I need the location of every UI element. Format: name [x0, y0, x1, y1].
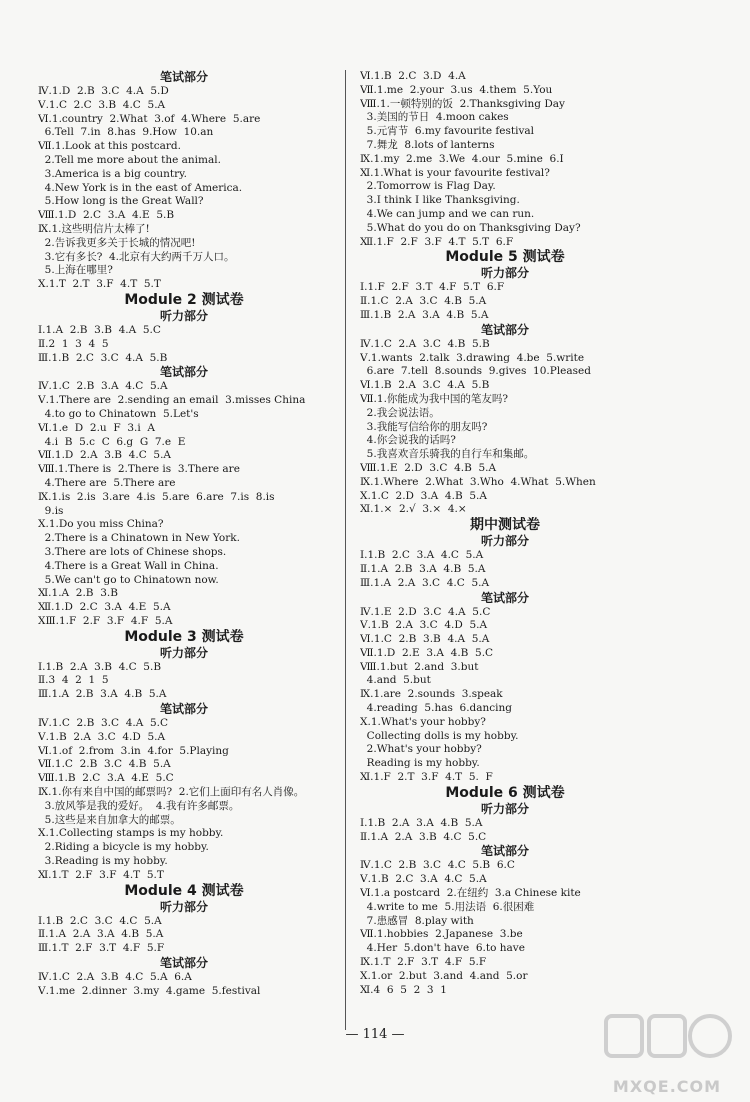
right-section-heading: 笔试部分 — [480, 322, 529, 337]
right-answer-line: Ⅺ.1.× 2.√ 3.× 4.× — [360, 503, 467, 516]
right-answer-line: Collecting dolls is my hobby. — [360, 729, 519, 742]
right-answer-line: Ⅱ.1.A 2.A 3.B 4.C 5.C — [360, 830, 487, 843]
right-answer-line: 4.and 5.but — [360, 674, 431, 687]
left-answer-line: Ⅷ.1.B 2.C 3.A 4.E 5.C — [38, 772, 174, 785]
left-answer-line: Ⅱ.1.A 2.A 3.A 4.B 5.A — [38, 928, 164, 941]
left-answer-line: Ⅺ.1.T 2.F 3.F 4.T 5.T — [38, 868, 164, 881]
left-answer-line: 3.Reading is my hobby. — [38, 855, 168, 868]
right-answer-line: Ⅺ.1.What is your favourite festival? — [360, 166, 550, 179]
right-answer-line: Ⅱ.1.C 2.A 3.C 4.B 5.A — [360, 295, 487, 308]
left-answer-line: Ⅻ.1.D 2.C 3.A 4.E 5.A — [38, 601, 171, 614]
right-answer-line: Ⅹ.1.or 2.but 3.and 4.and 5.or — [360, 969, 528, 982]
left-section-heading: 听力部分 — [159, 645, 208, 660]
right-answer-line: Ⅹ.1.What's your hobby? — [360, 715, 486, 728]
right-section-heading: 听力部分 — [480, 534, 529, 549]
right-test-title: Module 6 测试卷 — [445, 784, 565, 801]
right-answer-line: Ⅵ.1.C 2.B 3.B 4.A 5.A — [360, 633, 490, 646]
left-answer-line: Ⅱ.3 4 2 1 5 — [38, 674, 109, 687]
left-answer-line: 4.to go to Chinatown 5.Let's — [38, 407, 199, 420]
right-answer-line: Ⅹ.1.C 2.D 3.A 4.B 5.A — [360, 489, 487, 502]
left-answer-line: Ⅹ.1.T 2.T 3.F 4.T 5.T — [38, 278, 161, 291]
right-answer-line: 7.患感冒 8.play with — [360, 914, 474, 927]
watermark-logo-icon — [602, 1008, 732, 1068]
left-answer-line: Ⅴ.1.There are 2.sending an email 3.misses China — [38, 394, 306, 407]
right-answer-line: Ⅳ.1.C 2.B 3.C 4.C 5.B 6.C — [360, 859, 515, 872]
right-section-heading: 听力部分 — [480, 801, 529, 816]
watermark-url: MXQE.COM — [612, 1077, 722, 1096]
left-answer-line: Ⅲ.1.A 2.B 3.A 4.B 5.A — [38, 688, 167, 701]
left-answer-line: 6.Tell 7.in 8.has 9.How 10.an — [38, 126, 214, 139]
right-answer-line: Ⅷ.1.E 2.D 3.C 4.B 5.A — [360, 461, 497, 474]
right-section-heading: 听力部分 — [480, 266, 529, 281]
left-answer-line: Ⅳ.1.C 2.A 3.B 4.C 5.A 6.A — [38, 971, 192, 984]
left-answer-line: 2.告诉我更多关于长城的情况吧! — [38, 236, 196, 249]
column-divider — [345, 70, 346, 1030]
left-answer-line: 5.We can't go to Chinatown now. — [38, 573, 219, 586]
right-answer-line: 2.What's your hobby? — [360, 743, 482, 756]
left-answer-line: ⅩⅢ.1.F 2.F 3.F 4.F 5.A — [38, 614, 173, 627]
left-answer-line: Ⅴ.1.me 2.dinner 3.my 4.game 5.festival — [38, 984, 261, 997]
right-answer-line: Ⅳ.1.C 2.A 3.C 4.B 5.B — [360, 337, 490, 350]
left-answer-line: Ⅳ.1.D 2.B 3.C 4.A 5.D — [38, 85, 169, 97]
right-answer-line: Ⅴ.1.B 2.A 3.C 4.D 5.A — [360, 619, 488, 632]
left-answer-line: 3.There are lots of Chinese shops. — [38, 545, 227, 558]
left-answer-line: Ⅸ.1.这些明信片太棒了! — [38, 222, 150, 235]
right-answer-line: 2.我会说法语。 — [360, 406, 440, 419]
right-answer-line: Ⅳ.1.E 2.D 3.C 4.A 5.C — [360, 605, 491, 618]
right-answer-line: 2.Tomorrow is Flag Day. — [360, 180, 496, 193]
right-answer-line: 4.reading 5.has 6.dancing — [360, 702, 513, 715]
right-answer-line: Ⅸ.1.are 2.sounds 3.speak — [360, 688, 503, 701]
right-answer-line: Ⅵ.1.a postcard 2.在纽约 3.a Chinese kite — [360, 887, 581, 900]
right-answer-line: Ⅶ.1.me 2.your 3.us 4.them 5.You — [360, 83, 553, 96]
right-answer-line: 7.舞龙 8.lots of lanterns — [360, 138, 495, 151]
page-number: — 114 — — [345, 1027, 405, 1042]
left-section-heading: 笔试部分 — [159, 365, 208, 380]
right-answer-line: 4.write to me 5.用法语 6.很困难 — [360, 900, 535, 913]
right-test-title: 期中测试卷 — [470, 517, 540, 534]
left-answer-line: Ⅰ.1.B 2.C 3.C 4.C 5.A — [38, 914, 162, 927]
left-answer-line: Ⅳ.1.C 2.B 3.C 4.A 5.C — [38, 717, 169, 730]
right-answer-line: 6.are 7.tell 8.sounds 9.gives 10.Pleased — [360, 365, 591, 378]
left-answer-line: 4.There is a Great Wall in China. — [38, 559, 219, 572]
left-column — [38, 70, 330, 999]
left-answer-line: 5.How long is the Great Wall? — [38, 195, 204, 208]
right-answer-line: Ⅺ.1.F 2.T 3.F 4.T 5. F — [360, 771, 493, 784]
left-section-heading: 笔试部分 — [159, 702, 208, 717]
right-answer-line: Ⅴ.1.B 2.C 3.A 4.C 5.A — [360, 873, 487, 886]
right-section-heading: 笔试部分 — [480, 844, 529, 859]
left-answer-line: 5.上海在哪里? — [38, 264, 113, 277]
left-answer-line: Ⅵ.1.e D 2.u F 3.i A — [38, 421, 155, 434]
right-answer-line: Ⅻ.1.F 2.F 3.F 4.T 5.T 6.F — [360, 235, 514, 248]
left-answer-line: Ⅵ.1.of 2.from 3.in 4.for 5.Playing — [38, 744, 229, 757]
left-answer-line: Ⅸ.1.is 2.is 3.are 4.is 5.are 6.are 7.is 8.is — [38, 490, 275, 503]
left-test-title: Module 3 测试卷 — [124, 628, 244, 645]
right-answer-line: Ⅰ.1.B 2.A 3.A 4.B 5.A — [360, 816, 483, 829]
right-answer-line: Ⅵ.1.B 2.C 3.D 4.A — [360, 70, 466, 82]
right-answer-line: Ⅴ.1.wants 2.talk 3.drawing 4.be 5.write — [360, 351, 585, 364]
left-answer-line: 4.There are 5.There are — [38, 476, 176, 489]
right-answer-line: 4.Her 5.don't have 6.to have — [360, 942, 525, 955]
right-answer-line: Ⅲ.1.A 2.A 3.C 4.C 5.A — [360, 576, 490, 589]
left-answer-line: Ⅴ.1.C 2.C 3.B 4.C 5.A — [38, 98, 166, 111]
left-answer-line: Ⅳ.1.C 2.B 3.A 4.C 5.A — [38, 380, 168, 393]
left-answer-line: Ⅶ.1.Look at this postcard. — [38, 140, 181, 153]
left-answer-line: Ⅵ.1.country 2.What 3.of 4.Where 5.are — [38, 112, 261, 125]
right-answer-line: 5.What do you do on Thanksgiving Day? — [360, 221, 581, 234]
left-answer-line: Ⅴ.1.B 2.A 3.C 4.D 5.A — [38, 730, 166, 743]
left-answer-line: 5.这些是来自加拿大的邮票。 — [38, 813, 181, 826]
right-answer-line: Ⅸ.1.T 2.F 3.T 4.F 5.F — [360, 956, 487, 969]
left-answer-line: 4.New York is in the east of America. — [38, 181, 243, 194]
left-answer-line: Ⅺ.1.A 2.B 3.B — [38, 587, 118, 600]
left-section-heading: 听力部分 — [159, 308, 208, 323]
right-answer-line: Reading is my hobby. — [360, 757, 480, 770]
right-answer-line: Ⅷ.1.but 2.and 3.but — [360, 660, 479, 673]
left-answer-line: Ⅰ.1.B 2.A 3.B 4.C 5.B — [38, 660, 162, 673]
left-answer-line: 3.America is a big country. — [38, 167, 187, 180]
right-answer-line: Ⅲ.1.B 2.A 3.A 4.B 5.A — [360, 308, 489, 321]
right-answer-line: Ⅱ.1.A 2.B 3.A 4.B 5.A — [360, 562, 486, 575]
left-section-heading: 笔试部分 — [159, 956, 208, 971]
left-test-title: Module 4 测试卷 — [124, 882, 244, 899]
right-answer-line: 3.美国的节日 4.moon cakes — [360, 111, 509, 124]
right-answer-line: 4.你会说我的话吗? — [360, 434, 456, 447]
right-answer-line: Ⅵ.1.B 2.A 3.C 4.A 5.B — [360, 379, 490, 392]
left-answer-line: Ⅶ.1.C 2.B 3.C 4.B 5.A — [38, 758, 171, 771]
right-answer-line: Ⅶ.1.D 2.E 3.A 4.B 5.C — [360, 646, 494, 659]
left-answer-line: Ⅰ.1.A 2.B 3.B 4.A 5.C — [38, 323, 161, 336]
right-answer-line: Ⅷ.1.一顿特别的饭 2.Thanksgiving Day — [360, 97, 565, 110]
right-answer-line: 3.I think I like Thanksgiving. — [360, 194, 520, 207]
right-answer-line: Ⅶ.1.你能成为我中国的笔友吗? — [360, 392, 509, 405]
left-answer-line: Ⅲ.1.T 2.F 3.T 4.F 5.F — [38, 942, 165, 955]
right-test-title: Module 5 测试卷 — [445, 249, 565, 266]
left-answer-line: Ⅸ.1.你有来自中国的邮票吗? 2.它们上面印有名人肖像。 — [38, 786, 305, 799]
left-section-heading: 笔试部分 — [159, 70, 208, 84]
left-answer-line: Ⅷ.1.There is 2.There is 3.There are — [38, 463, 240, 476]
right-answer-line: Ⅰ.1.B 2.C 3.A 4.C 5.A — [360, 549, 484, 562]
left-answer-line: Ⅹ.1.Collecting stamps is my hobby. — [38, 827, 224, 840]
right-answer-line: Ⅶ.1.hobbies 2.Japanese 3.be — [360, 928, 523, 941]
right-answer-line: 3.我能写信给你的朋友吗? — [360, 420, 488, 433]
left-answer-line: 2.Riding a bicycle is my hobby. — [38, 841, 209, 854]
right-answer-line: Ⅰ.1.F 2.F 3.T 4.F 5.T 6.F — [360, 281, 505, 294]
left-answer-line: Ⅶ.1.D 2.A 3.B 4.C 5.A — [38, 449, 172, 462]
left-section-heading: 听力部分 — [159, 899, 208, 914]
left-answer-line: 3.它有多长? 4.北京有大约两千万人口。 — [38, 250, 235, 263]
right-answer-line: Ⅸ.1.Where 2.What 3.Who 4.What 5.When — [360, 475, 596, 488]
right-column — [360, 70, 650, 997]
right-answer-line: 5.我喜欢音乐骑我的自行车和集邮。 — [360, 448, 535, 461]
left-answer-line: Ⅹ.1.Do you miss China? — [38, 518, 164, 531]
left-answer-line: Ⅷ.1.D 2.C 3.A 4.E 5.B — [38, 209, 175, 222]
left-answer-line: 3.放风筝是我的爱好。 4.我有许多邮票。 — [38, 799, 240, 812]
right-answer-line: Ⅸ.1.my 2.me 3.We 4.our 5.mine 6.I — [360, 152, 564, 165]
left-answer-line: Ⅱ.2 1 3 4 5 — [38, 337, 109, 350]
left-test-title: Module 2 测试卷 — [124, 291, 244, 308]
watermark — [592, 1006, 742, 1096]
left-answer-line: 4.i B 5.c C 6.g G 7.e E — [38, 435, 186, 448]
right-section-heading: 笔试部分 — [480, 590, 529, 605]
right-answer-line: Ⅺ.4 6 5 2 3 1 — [360, 983, 447, 996]
left-answer-line: 2.There is a Chinatown in New York. — [38, 532, 240, 545]
right-answer-line: 4.We can jump and we can run. — [360, 207, 535, 220]
left-answer-line: 9.is — [38, 504, 64, 517]
left-answer-line: Ⅲ.1.B 2.C 3.C 4.A 5.B — [38, 351, 168, 364]
right-answer-line: 5.元宵节 6.my favourite festival — [360, 125, 535, 138]
left-answer-line: 2.Tell me more about the animal. — [38, 153, 221, 166]
